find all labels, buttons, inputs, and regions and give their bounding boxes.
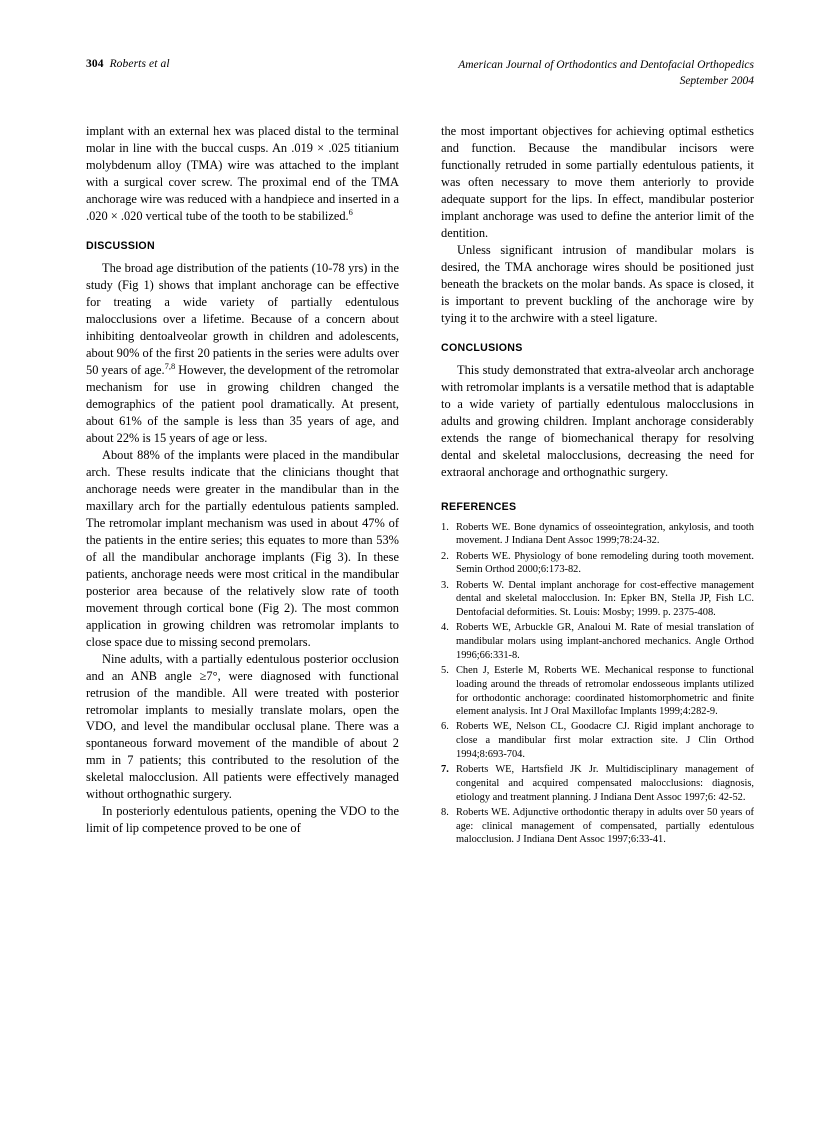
discussion-paragraph-3: Nine adults, with a partially edentulous posterior occlusion and an ANB angle ≥7°, were diagnosed with functional retrusion of the mandible. All were treated with posterior retromolar implants to mesially translate molars, open the VDO, and level the mandibular occlusal plane. There was a spontaneous forward movement of the mandible of about 2 mm in 7 patients; this contributed to the resolution of the skeletal malocclusion. All patients were effectively managed without orthognathic surgery. (86, 651, 399, 802)
paragraph-continued-text: implant with an external hex was placed distal to the terminal molar in line with the buccal cusps. An .019 × .025 titianium molybdenum alloy (TMA) wire was attached to the implant with a surgical cover screw. The proximal end of the TMA anchorage wire was reduced with a handpiece and inserted in a .020 × .020 vertical tube of the tooth to be stabilized. (86, 124, 399, 223)
left-column (86, 123, 399, 849)
running-head-authors: Roberts et al (109, 58, 170, 70)
heading-discussion: DISCUSSION (86, 239, 155, 252)
list-item (441, 621, 754, 662)
discussion-paragraph-4: In posteriorly edentulous patients, opening the VDO to the limit of lip competence proved to be one of (86, 804, 399, 836)
running-head (86, 58, 754, 89)
reference-number: 7. (441, 764, 449, 776)
discussion-paragraph-1 (86, 260, 399, 447)
issue-date: September 2004 (679, 74, 754, 87)
reference-number: 4. (441, 622, 449, 634)
reference-number: 2. (441, 550, 449, 562)
list-item (441, 720, 754, 761)
reference-text: Chen J, Esterle M, Roberts WE. Mechanical response to functional loading around the threads of retromolar endosseous implants utilized for orthodontic anchorage: coordinated histomorphometric and finite element analysis. Int J Oral Maxillofac Implants 1999;4:282-9. (456, 665, 754, 718)
conclusions-paragraph-1: This study demonstrated that extra-alveolar arch anchorage with retromolar implants is a versatile method that is adaptable to a wide variety of partially edentulous malocclusions in adults and growing children. Implant anchorage considerably extends the range of biomechanical therapy for resolving dental and skeletal malocclusions, decreasing the need for extraoral anchorage and orthognathic surgery. (441, 362, 754, 479)
reference-number: 8. (441, 806, 449, 818)
reference-text: Roberts WE. Bone dynamics of osseointegration, ankylosis, and tooth movement. J Indiana Dent Assoc 1999;78:24-32. (456, 521, 754, 547)
discussion-paragraph-1b: However, the development of the retromolar mechanism for use in growing children changed the demographics of the patient pool dramatically. At present, about 61% of the sample is less than 35 years of age, and about 22% is 15 years of age or less. (86, 362, 399, 445)
list-item (441, 763, 754, 804)
right-column (441, 123, 754, 849)
reference-number: 6. (441, 721, 449, 733)
footnote-marker-6: 6 (348, 206, 353, 217)
discussion-paragraph-5: the most important objectives for achieving optimal esthetics and function. Because the mandibular incisors were functionally retruded in some partially edentulous patients, it was often necessary to move them anteriorly to provide adequate support for the lips. In effect, mandibular posterior implant anchorage was used to define the anterior limit of the dentition. (441, 124, 754, 240)
discussion-paragraph-2: About 88% of the implants were placed in the mandibular arch. These results indicate that the clinicians thought that anchorage needs were greater in the mandibular than in the maxillary arch for the partially edentulous patients sampled. The retromolar implant mechanism was used in about 47% of the patients in the entire series; this equates to more than 53% of all the mandibular anchorage implants (Fig 3). In these patients, anchorage needs were most critical in the mandibular posterior area because of the relatively slow rate of tooth movement through cortical bone (Fig 2). The most common application in growing children was retromolar implants to close space due to missing second premolars. (86, 447, 399, 649)
reference-text: Roberts WE, Nelson CL, Goodacre CJ. Rigid implant anchorage to close a mandibular first molar extraction site. J Clin Orthod 1994;8:693-704. (456, 721, 754, 760)
reference-number: 1. (441, 521, 449, 533)
running-head-right (458, 58, 754, 89)
list-item (441, 550, 754, 577)
reference-text: Roberts WE. Physiology of bone remodeling during tooth movement. Semin Orthod 2000;6:173-82. (456, 550, 754, 576)
list-item (441, 521, 754, 548)
reference-number: 5. (441, 665, 449, 677)
reference-list (441, 521, 754, 847)
reference-number: 3. (441, 579, 449, 591)
reference-text: Roberts WE. Adjunctive orthodontic therapy in adults over 50 years of age: clinical management of compensated, partially edentulous malocclusion. J Indiana Dent Assoc 1997;6:33-41. (456, 806, 754, 846)
reference-text: Roberts W. Dental implant anchorage for cost-effective management dental and skeletal malocclusion. In: Epker BN, Stella JP, Fish LC. Dentofacial deformities. St. Louis: Mosby; 1999. p. 2375-408. (456, 579, 754, 619)
footnote-marker-78: 7,8 (164, 360, 176, 371)
journal-title: American Journal of Orthodontics and Dentofacial Orthopedics (458, 59, 754, 71)
reference-text: Roberts WE, Hartsfield JK Jr. Multidisciplinary management of congenital and acquired compensated malocclusions: diagnosis, etiology and treatment planning. J Indiana Dent Assoc 1997;6: 42-52. (456, 764, 754, 803)
heading-conclusions: CONCLUSIONS (441, 341, 523, 354)
running-head-left (86, 58, 170, 70)
paragraph-continued (86, 123, 399, 225)
heading-references: REFERENCES (441, 500, 517, 513)
page-number: 304 (86, 58, 104, 70)
list-item (441, 664, 754, 719)
list-item (441, 806, 754, 847)
discussion-paragraph-1a: The broad age distribution of the patients (10-78 yrs) in the study (Fig 1) shows that implant anchorage can be effective for treating a wide variety of partially edentulous malocclusions over a lifetime. Because of a concern about inhibiting dentoalveolar growth in children and adolescents, about 90% of the first 20 patients in the series were adults over 50 years of age. (86, 260, 399, 377)
reference-text: Roberts WE, Arbuckle GR, Analoui M. Rate of mesial translation of mandibular molars using implant-anchored mechanics. Angle Orthod 1996;66:331-8. (456, 622, 754, 661)
list-item (441, 579, 754, 620)
body-columns (86, 123, 754, 849)
discussion-paragraph-6: Unless significant intrusion of mandibular molars is desired, the TMA anchorage wires should be positioned just beneath the brackets on the molar bands. As space is closed, it is important to prevent buckling of the anchorage wire by tying it to the archwire with a steel ligature. (441, 242, 754, 325)
